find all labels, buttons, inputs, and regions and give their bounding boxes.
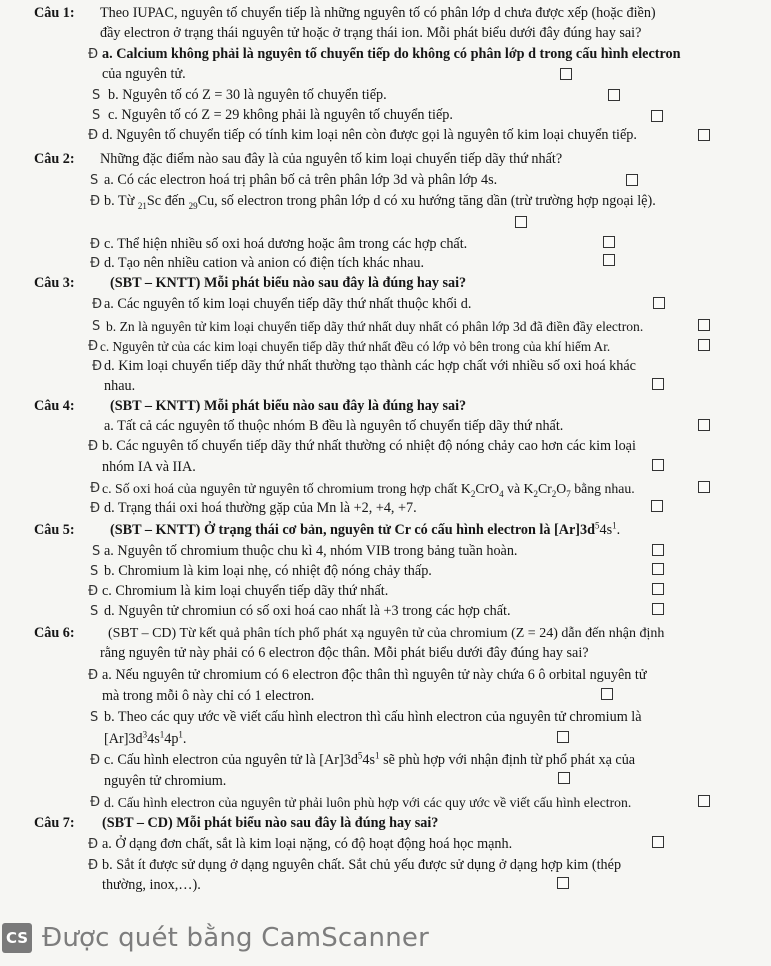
q6-option-b-line-2: $[Ar]3d^34s^14p^1$.	[104, 729, 187, 747]
q5-option-d: d. Nguyên tử chromiun có số oxi hoá cao nhất là +3 trong các hợp chất.	[104, 603, 511, 619]
answer-checkbox[interactable]	[698, 481, 710, 493]
question-3-stem: (SBT – KNTT) Mỗi phát biểu nào sau đây là đúng hay sai?	[110, 275, 467, 291]
handwritten-mark: S	[92, 319, 101, 334]
handwritten-mark: Đ	[88, 584, 99, 599]
answer-checkbox[interactable]	[698, 339, 710, 351]
handwritten-mark: Đ	[90, 501, 101, 516]
q5-option-c: c. Chromium là kim loại chuyển tiếp dãy thứ nhất.	[102, 583, 389, 599]
answer-checkbox[interactable]	[557, 877, 569, 889]
answer-checkbox[interactable]	[652, 544, 664, 556]
handwritten-mark: Đ	[88, 439, 99, 454]
answer-checkbox[interactable]	[626, 174, 638, 186]
handwritten-mark: Đ	[90, 481, 101, 496]
question-3-label: Câu 3:	[34, 275, 75, 291]
answer-checkbox[interactable]	[653, 297, 665, 309]
handwritten-mark: Đ	[88, 47, 99, 62]
q4-option-b-line-2: nhóm IA và IIA.	[102, 459, 196, 475]
q2-option-a: a. Có các electron hoá trị phân bố cả trên phân lớp 3d và phân lớp 4s.	[104, 172, 498, 188]
question-4-label: Câu 4:	[34, 398, 75, 414]
question-1-label: Câu 1:	[34, 5, 75, 21]
handwritten-mark: Đ	[88, 128, 99, 143]
q6-option-d: d. Cấu hình electron của nguyên tử phải luôn phù hợp với các quy ước về viết cấu hình electron.	[104, 795, 632, 810]
answer-checkbox[interactable]	[698, 795, 710, 807]
question-4-stem: (SBT – KNTT) Mỗi phát biểu nào sau đây là đúng hay sai?	[110, 398, 467, 414]
answer-checkbox[interactable]	[652, 378, 664, 390]
handwritten-mark: Đ	[88, 837, 99, 852]
handwritten-mark: Đ	[90, 256, 101, 271]
handwritten-mark: Đ	[88, 339, 99, 354]
answer-checkbox[interactable]	[557, 731, 569, 743]
handwritten-mark: S	[92, 88, 101, 103]
handwritten-mark: Đ	[90, 194, 101, 209]
answer-checkbox[interactable]	[698, 129, 710, 141]
answer-checkbox[interactable]	[603, 236, 615, 248]
q7-option-b-line-1: b. Sắt ít được sử dụng ở dạng nguyên chất. Sắt chủ yếu được sử dụng ở dạng hợp kim (thép	[102, 857, 622, 873]
q6-option-a-line-2: mà trong mỗi ô này chỉ có 1 electron.	[102, 688, 315, 704]
question-6-stem-line-1: (SBT – CD) Từ kết quả phân tích phổ phát xạ nguyên tử của chromium (Z = 24) dẫn đến nhận định	[108, 626, 665, 641]
q4-option-c: c. Số oxi hoá của nguyên tử nguyên tố chromium trong hợp chất $K_2CrO_4$ và $K_2Cr_2O_7$ bằng nhau.	[102, 481, 635, 499]
q5-option-b: b. Chromium là kim loại nhẹ, có nhiệt độ nóng chảy thấp.	[104, 563, 432, 579]
q3-option-d-line-2: nhau.	[104, 378, 136, 394]
camscanner-watermark	[2, 921, 429, 955]
answer-checkbox[interactable]	[601, 688, 613, 700]
q4-option-a: a. Tất cả các nguyên tố thuộc nhóm B đều là nguyên tố chuyển tiếp dãy thứ nhất.	[104, 418, 564, 434]
q6-option-c-line-1: c. Cấu hình electron của nguyên tử là $[Ar]3d^54s^1$ sẽ phù hợp với nhận định từ phổ phát xạ của	[104, 750, 636, 768]
handwritten-mark: Đ	[90, 753, 101, 768]
question-6-label: Câu 6:	[34, 625, 75, 641]
answer-checkbox[interactable]	[651, 500, 663, 512]
q1-option-a-line-2: của nguyên tử.	[102, 66, 186, 82]
question-2-label: Câu 2:	[34, 151, 75, 167]
handwritten-mark: Đ	[92, 297, 103, 312]
handwritten-mark: S	[90, 604, 99, 619]
answer-checkbox[interactable]	[652, 836, 664, 848]
answer-checkbox[interactable]	[560, 68, 572, 80]
q1-option-a-line-1: a. Calcium không phải là nguyên tố chuyển tiếp do không có phân lớp d trong cấu hình electron	[102, 46, 681, 62]
watermark-text: Được quét bằng CamScanner	[42, 922, 430, 953]
q2-option-c: c. Thể hiện nhiều số oxi hoá dương hoặc âm trong các hợp chất.	[104, 236, 468, 252]
answer-checkbox[interactable]	[603, 254, 615, 266]
q1-option-c: c. Nguyên tố có Z = 29 không phải là nguyên tố chuyển tiếp.	[108, 107, 453, 123]
handwritten-mark: Đ	[88, 858, 99, 873]
answer-checkbox[interactable]	[652, 459, 664, 471]
q3-option-b: b. Zn là nguyên tử kim loại chuyển tiếp dãy thứ nhất duy nhất có phân lớp 3d đã điền đầy electron.	[106, 319, 644, 334]
handwritten-mark: S	[90, 710, 99, 725]
handwritten-mark: Đ	[92, 359, 103, 374]
q2-option-d: d. Tạo nên nhiều cation và anion có điện tích khác nhau.	[104, 255, 425, 271]
question-2-stem: Những đặc điểm nào sau đây là của nguyên tố kim loại chuyển tiếp dãy thứ nhất?	[100, 151, 563, 167]
handwritten-mark: S	[92, 544, 101, 559]
q4-option-d: d. Trạng thái oxi hoá thường gặp của Mn là +2, +4, +7.	[104, 500, 417, 516]
camscanner-logo: CS	[2, 923, 32, 953]
answer-checkbox[interactable]	[652, 563, 664, 575]
question-6-stem-line-2: rằng nguyên tử này phải có 6 electron độc thân. Mỗi phát biểu dưới đây đúng hay sai?	[100, 645, 589, 661]
handwritten-mark: S	[90, 173, 99, 188]
handwritten-mark: S	[90, 564, 99, 579]
answer-checkbox[interactable]	[652, 603, 664, 615]
q1-option-d: d. Nguyên tố chuyển tiếp có tính kim loại nên còn được gọi là nguyên tố kim loại chuyển tiếp.	[102, 127, 637, 143]
q3-option-a: a. Các nguyên tố kim loại chuyển tiếp dãy thứ nhất thuộc khối d.	[104, 296, 472, 312]
handwritten-mark: Đ	[90, 795, 101, 810]
question-1-stem-line-1: Theo IUPAC, nguyên tố chuyển tiếp là những nguyên tố có phân lớp d chưa được xếp (hoặc điền)	[100, 5, 656, 21]
answer-checkbox[interactable]	[651, 110, 663, 122]
question-5-label: Câu 5:	[34, 522, 75, 538]
handwritten-mark: Đ	[90, 237, 101, 252]
q6-option-a-line-1: a. Nếu nguyên tử chromium có 6 electron độc thân thì nguyên tử này chứa 6 ô orbital nguyên tử	[102, 667, 647, 683]
handwritten-mark: Đ	[88, 668, 99, 683]
question-1-stem-line-2: đầy electron ở trạng thái nguyên tử hoặc ở trạng thái ion. Mỗi phát biểu dưới đây đúng hay sai?	[100, 25, 642, 41]
answer-checkbox[interactable]	[608, 89, 620, 101]
q2-option-b: b. Từ $_{21}$Sc đến $_{29}$Cu, số electron trong phân lớp d có xu hướng tăng dần (trừ trường hợp ngoại lệ).	[104, 193, 656, 211]
q7-option-b-line-2: thường, inox,…).	[102, 877, 201, 893]
answer-checkbox[interactable]	[652, 583, 664, 595]
answer-checkbox[interactable]	[698, 319, 710, 331]
q6-option-c-line-2: nguyên tử chromium.	[104, 773, 227, 789]
question-5-stem: (SBT – KNTT) Ở trạng thái cơ bản, nguyên tử Cr có cấu hình electron là $[Ar]3d^54s^1$.	[110, 520, 621, 538]
q3-option-c: c. Nguyên tử của các kim loại chuyển tiếp dãy thứ nhất đều có lớp vỏ bên trong của khí hiếm Ar.	[100, 339, 611, 354]
q4-option-b-line-1: b. Các nguyên tố chuyển tiếp dãy thứ nhất thường có nhiệt độ nóng chảy cao hơn các kim loại	[102, 438, 636, 454]
q7-option-a: a. Ở dạng đơn chất, sắt là kim loại nặng, có độ hoạt động hoá học mạnh.	[102, 836, 513, 852]
q3-option-d-line-1: d. Kim loại chuyển tiếp dãy thứ nhất thường tạo thành các hợp chất với nhiều số oxi hoá khác	[104, 358, 636, 374]
q6-option-b-line-1: b. Theo các quy ước về viết cấu hình electron thì cấu hình electron của nguyên tử chromium là	[104, 709, 642, 725]
answer-checkbox[interactable]	[558, 772, 570, 784]
handwritten-mark: S	[92, 108, 101, 123]
q1-option-b: b. Nguyên tố có Z = 30 là nguyên tố chuyển tiếp.	[108, 87, 387, 103]
q5-option-a: a. Nguyên tố chromium thuộc chu kì 4, nhóm VIB trong bảng tuần hoàn.	[104, 543, 518, 559]
question-7-stem: (SBT – CD) Mỗi phát biểu nào sau đây là đúng hay sai?	[102, 815, 439, 831]
answer-checkbox[interactable]	[515, 216, 527, 228]
answer-checkbox[interactable]	[698, 419, 710, 431]
question-7-label: Câu 7:	[34, 815, 75, 831]
